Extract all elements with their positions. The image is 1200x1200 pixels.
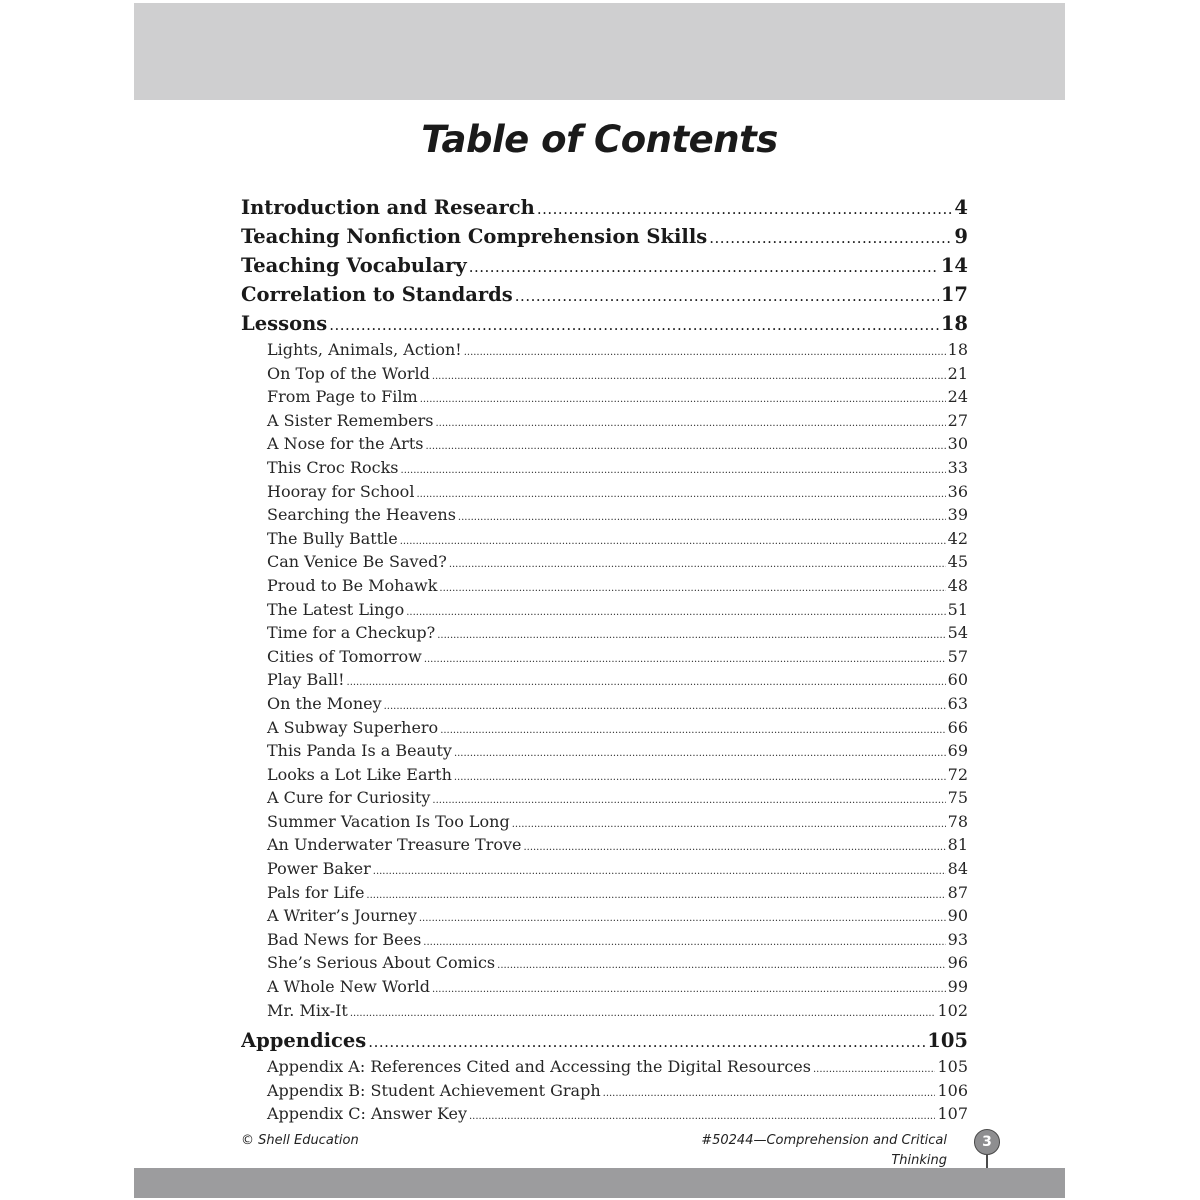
page-title: Table of Contents	[421, 118, 778, 161]
dot-leader	[469, 1105, 935, 1126]
toc-entry-label: A Cure for Curiosity	[267, 788, 431, 808]
toc-lesson-item[interactable]	[241, 810, 968, 834]
dot-leader	[425, 435, 945, 456]
dot-leader	[449, 553, 946, 574]
dot-leader	[537, 195, 953, 222]
dot-leader	[350, 1002, 936, 1023]
toc-entry-page: 75	[947, 788, 968, 808]
toc-lesson-item[interactable]	[241, 409, 968, 433]
toc-entry-label: Appendices	[241, 1029, 367, 1053]
toc-lesson-item[interactable]	[241, 503, 968, 527]
toc-entry-page: 107	[937, 1104, 968, 1124]
toc-entry-label: Mr. Mix-It	[267, 1000, 348, 1020]
toc-entry-label: Searching the Heavens	[267, 505, 456, 525]
toc-entry-label: From Page to Film	[267, 387, 418, 407]
toc-entry-page: 84	[947, 859, 968, 879]
toc-entry-label: Appendix A: References Cited and Accessing the Digital Resources	[267, 1057, 811, 1077]
toc-entry-label: Lights, Animals, Action!	[267, 340, 462, 359]
dot-leader	[458, 506, 946, 527]
toc-section-standards[interactable]	[241, 280, 968, 309]
toc-entry-page: 54	[947, 623, 968, 643]
toc-entry-label: A Sister Remembers	[267, 410, 434, 430]
toc-entry-label: A Subway Superhero	[267, 717, 439, 737]
dot-leader	[437, 624, 945, 645]
toc-entry-label: Teaching Nonfiction Comprehension Skills	[241, 225, 708, 248]
toc-lesson-item[interactable]	[241, 645, 968, 669]
toc-lesson-item[interactable]	[241, 716, 968, 740]
toc-entry-page: 18	[947, 340, 968, 359]
toc-entry-page: 81	[947, 835, 968, 855]
toc-lesson-item[interactable]	[241, 692, 968, 716]
toc-entry-label: Pals for Life	[267, 882, 365, 902]
dot-leader	[384, 695, 946, 716]
toc-lesson-item[interactable]	[241, 598, 968, 622]
dot-leader	[419, 907, 946, 928]
dot-leader	[515, 282, 939, 309]
toc-lesson-item[interactable]	[241, 574, 968, 598]
toc-entry-page: 105	[937, 1057, 968, 1077]
toc-entry-label: Bad News for Bees	[267, 929, 422, 949]
dot-leader	[512, 813, 946, 834]
toc-lesson-item[interactable]	[241, 480, 968, 504]
toc-entry-page: 18	[940, 312, 968, 335]
dot-leader	[497, 954, 946, 975]
toc-appendix-item[interactable]	[241, 1102, 968, 1126]
toc-entry-label: Proud to Be Mohawk	[267, 575, 438, 595]
toc-section-appendices[interactable]	[241, 1026, 968, 1055]
dot-leader	[603, 1082, 936, 1103]
toc-section-vocabulary[interactable]	[241, 251, 968, 280]
dot-leader	[435, 412, 945, 433]
toc-entry-page: 106	[937, 1080, 968, 1100]
toc-entry-page: 90	[947, 906, 968, 926]
toc-lesson-item[interactable]	[241, 432, 968, 456]
toc-entry-label: Correlation to Standards	[241, 283, 513, 306]
toc-lesson-item[interactable]	[241, 739, 968, 763]
toc-entry-page: 69	[947, 741, 968, 761]
toc-entry-page: 9	[954, 225, 968, 248]
dot-leader	[400, 530, 946, 551]
toc-entry-page: 66	[947, 717, 968, 737]
toc-lesson-item[interactable]	[241, 763, 968, 787]
toc-entry-label: Appendix C: Answer Key	[267, 1104, 467, 1124]
appendix-list	[241, 1055, 968, 1126]
toc-entry-label: Summer Vacation Is Too Long	[267, 811, 510, 831]
toc-entry-label: This Croc Rocks	[267, 457, 399, 477]
dot-leader	[454, 742, 946, 763]
toc-entry-label: A Whole New World	[267, 977, 430, 997]
toc-entry-label: The Bully Battle	[267, 528, 398, 548]
dot-leader	[406, 601, 945, 622]
toc-entry-page: 24	[947, 387, 968, 407]
dot-leader	[813, 1058, 935, 1079]
dot-leader	[523, 836, 945, 857]
dot-leader	[423, 931, 945, 952]
toc-lesson-item[interactable]	[241, 668, 968, 692]
toc-entry-page: 33	[947, 457, 968, 477]
toc-lesson-item[interactable]	[241, 550, 968, 574]
lesson-list	[241, 338, 968, 1022]
dot-leader	[464, 341, 946, 362]
header-band	[134, 3, 1065, 100]
dot-leader	[401, 459, 946, 480]
toc-lesson-item[interactable]	[241, 621, 968, 645]
toc-entry-label: She’s Serious About Comics	[267, 953, 496, 973]
toc-entry-label: On Top of the World	[267, 363, 430, 383]
dot-leader	[709, 224, 952, 251]
toc-entry-page: 21	[947, 363, 968, 383]
toc-entry-label: Lessons	[241, 312, 328, 335]
toc-entry-label: A Writer’s Journey	[267, 906, 417, 926]
dot-leader	[424, 648, 946, 669]
toc-entry-page: 45	[947, 552, 968, 572]
toc-entry-page: 93	[947, 929, 968, 949]
dot-leader	[432, 978, 946, 999]
page-badge-stem	[986, 1155, 988, 1169]
toc-lesson-item[interactable]	[241, 904, 968, 928]
toc-entry-label: This Panda Is a Beauty	[267, 741, 452, 761]
toc-entry-page: 63	[947, 693, 968, 713]
toc-lesson-item[interactable]	[241, 857, 968, 881]
toc-lesson-item[interactable]	[241, 833, 968, 857]
toc-appendix-item[interactable]	[241, 1079, 968, 1103]
toc-entry-page: 87	[947, 882, 968, 902]
footer-book-title: #50244—Comprehension and Critical Thinking	[701, 1133, 947, 1168]
toc-entry-page: 60	[947, 670, 968, 690]
footer-band	[134, 1168, 1065, 1198]
toc-appendix-item[interactable]	[241, 1055, 968, 1079]
toc-entry-label: Appendix B: Student Achievement Graph	[267, 1080, 601, 1100]
toc-section-lessons[interactable]	[241, 309, 968, 338]
toc-entry-page: 36	[947, 481, 968, 501]
dot-leader	[432, 789, 945, 810]
toc-entry-label: The Latest Lingo	[267, 599, 405, 619]
toc-entry-label: Play Ball!	[267, 670, 345, 690]
toc-entry-page: 99	[947, 977, 968, 997]
dot-leader	[440, 719, 945, 740]
toc-lesson-item[interactable]	[241, 338, 968, 362]
toc-lesson-item[interactable]	[241, 385, 968, 409]
toc-entry-label: An Underwater Treasure Trove	[267, 835, 522, 855]
toc-lesson-item[interactable]	[241, 928, 968, 952]
toc-entry-page: 51	[947, 599, 968, 619]
toc-entry-label: Hooray for School	[267, 481, 415, 501]
toc-lesson-item[interactable]	[241, 975, 968, 999]
toc-lesson-item[interactable]	[241, 786, 968, 810]
toc-entry-label: Introduction and Research	[241, 196, 535, 219]
toc-entry-page: 48	[947, 575, 968, 595]
toc-entry-label: Teaching Vocabulary	[241, 254, 467, 277]
footer-publisher: © Shell Education	[241, 1133, 359, 1148]
toc-entry-label: Looks a Lot Like Earth	[267, 764, 452, 784]
toc-entry-label: Can Venice Be Saved?	[267, 552, 447, 572]
toc-lesson-item[interactable]	[241, 527, 968, 551]
dot-leader	[416, 483, 945, 504]
toc-entry-page: 96	[947, 953, 968, 973]
toc-entry-page: 4	[954, 196, 968, 219]
toc-entry-label: On the Money	[267, 693, 382, 713]
toc-entry-page: 105	[927, 1029, 968, 1053]
toc-entry-page: 72	[947, 764, 968, 784]
toc-entry-label: Cities of Tomorrow	[267, 646, 422, 666]
toc-entry-page: 78	[947, 811, 968, 831]
dot-leader	[373, 860, 946, 881]
dot-leader	[347, 671, 946, 692]
toc-lesson-item[interactable]	[241, 881, 968, 905]
dot-leader	[432, 365, 946, 386]
toc-section-intro[interactable]	[241, 193, 968, 222]
toc-lesson-item[interactable]	[241, 999, 968, 1023]
dot-leader	[454, 766, 946, 787]
toc-entry-page: 17	[940, 283, 968, 306]
document-page	[134, 0, 1065, 1200]
toc-entry-label: Power Baker	[267, 859, 371, 879]
dot-leader	[420, 388, 946, 409]
dot-leader	[439, 577, 945, 598]
toc-section-comprehension[interactable]	[241, 222, 968, 251]
toc-entry-page: 14	[940, 254, 968, 277]
toc-lesson-item[interactable]	[241, 456, 968, 480]
toc-entry-label: Time for a Checkup?	[267, 623, 436, 643]
dot-leader	[329, 311, 939, 338]
toc-entry-page: 102	[937, 1000, 968, 1020]
dot-leader	[469, 253, 939, 280]
toc-entry-label: A Nose for the Arts	[267, 434, 424, 454]
dot-leader	[366, 884, 945, 905]
toc-lesson-item[interactable]	[241, 362, 968, 386]
toc-entry-page: 27	[947, 410, 968, 430]
toc-lesson-item[interactable]	[241, 951, 968, 975]
toc-entry-page: 30	[947, 434, 968, 454]
toc-entry-page: 42	[947, 528, 968, 548]
dot-leader	[368, 1028, 925, 1055]
page-number-badge: 3	[974, 1129, 1000, 1155]
toc-entry-page: 39	[947, 505, 968, 525]
toc-entry-page: 57	[947, 646, 968, 666]
table-of-contents	[241, 193, 968, 1126]
